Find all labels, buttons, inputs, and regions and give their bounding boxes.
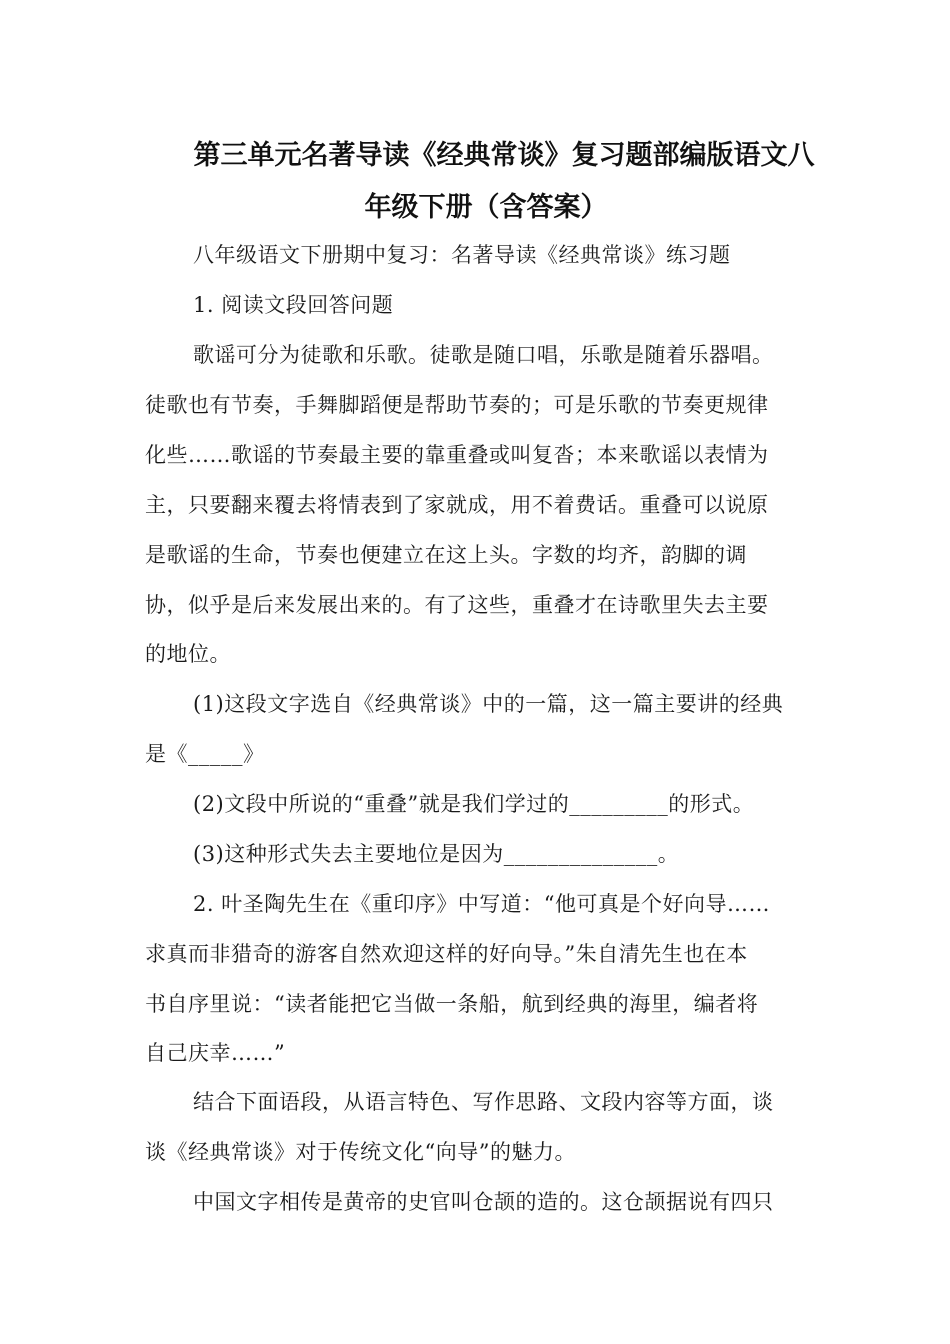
passage-2-line: 中国文字相传是黄帝的史官叫仓颉的造的。这仓颉据说有四只 [193, 1190, 774, 1214]
document-title-line-1: 第三单元名著导读《经典常谈》复习题部编版语文八 [193, 140, 815, 171]
question-2-line: 自己庆幸……” [145, 1041, 286, 1065]
passage-1-line: 化些……歌谣的节奏最主要的靠重叠或叫复沓；本来歌谣以表情为 [145, 443, 769, 467]
passage-1-line: 徒歌也有节奏，手舞脚蹈便是帮助节奏的；可是乐歌的节奏更规律 [145, 393, 769, 417]
question-1-sub-1-blank: 是《_____》 [145, 742, 265, 766]
question-2-prompt-line: 谈《经典常谈》对于传统文化“向导”的魅力。 [145, 1140, 576, 1164]
document-title-line-2: 年级下册（含答案） [364, 192, 608, 223]
question-1-sub-3: (3)这种形式失去主要地位是因为______________。 [193, 842, 680, 866]
question-2-line: 书自序里说：“读者能把它当做一条船，航到经典的海里，编者将 [145, 992, 759, 1016]
passage-1-line: 的地位。 [145, 642, 231, 666]
question-1-sub-2: (2)文段中所说的“重叠”就是我们学过的_________的形式。 [193, 792, 755, 816]
question-1-sub-1: (1)这段文字选自《经典常谈》中的一篇，这一篇主要讲的经典 [193, 692, 784, 716]
question-2-line: 2. 叶圣陶先生在《重印序》中写道：“他可真是个好向导…… [193, 892, 770, 916]
question-2-prompt-line: 结合下面语段，从语言特色、写作思路、文段内容等方面，谈 [193, 1090, 774, 1114]
passage-1-line: 主，只要翻来覆去将情表到了家就成，用不着费话。重叠可以说原 [145, 493, 769, 517]
passage-1-line: 歌谣可分为徒歌和乐歌。徒歌是随口唱，乐歌是随着乐器唱。 [193, 343, 774, 367]
passage-1-line: 是歌谣的生命，节奏也便建立在这上头。字数的均齐，韵脚的调 [145, 543, 747, 567]
passage-1-line: 协，似乎是后来发展出来的。有了这些，重叠才在诗歌里失去主要 [145, 593, 769, 617]
document-subtitle: 八年级语文下册期中复习：名著导读《经典常谈》练习题 [193, 243, 731, 267]
question-2-line: 求真而非猎奇的游客自然欢迎这样的好向导。”朱自清先生也在本 [145, 942, 748, 966]
question-1-heading: 1. 阅读文段回答问题 [193, 293, 394, 317]
